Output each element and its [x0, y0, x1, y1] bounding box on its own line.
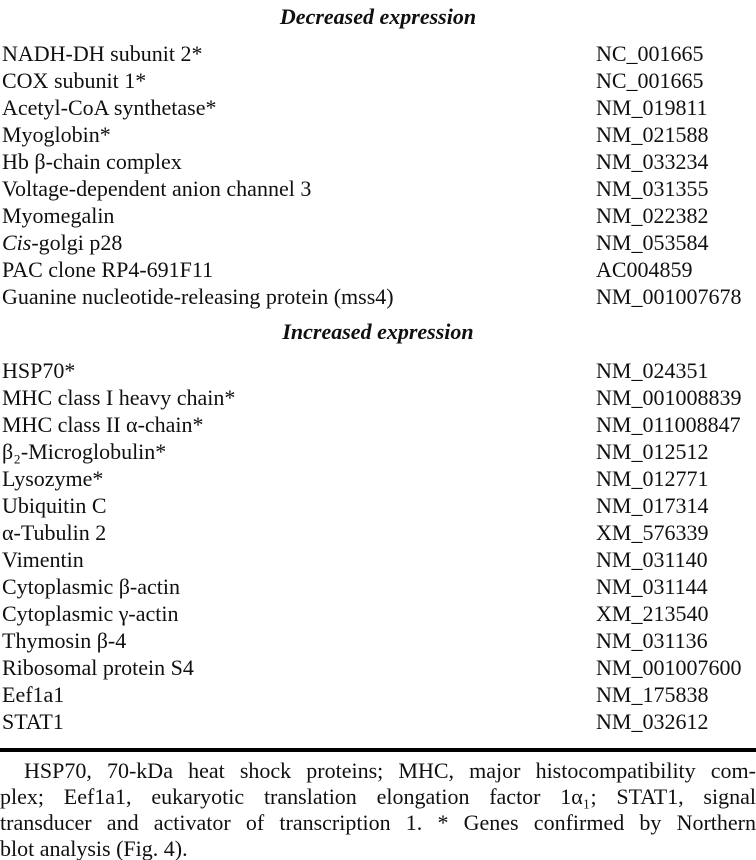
table-row — [0, 384, 756, 411]
accession-number: NC_001665 — [596, 41, 704, 66]
table-row — [0, 573, 756, 600]
accession-number: NC_001665 — [596, 68, 704, 93]
table-row — [0, 357, 756, 384]
gene-name: α-Tubulin 2 — [2, 520, 107, 545]
gene-name: Myoglobin* — [2, 122, 111, 147]
accession-number: NM_019811 — [596, 95, 708, 120]
table-row — [0, 121, 756, 148]
accession-number: NM_001008839 — [596, 385, 742, 410]
gene-name: Hb β-chain complex — [2, 149, 182, 174]
gene-name: Voltage-dependent anion channel 3 — [2, 176, 312, 201]
accession-number: NM_012771 — [596, 466, 709, 491]
accession-number: NM_011008847 — [596, 412, 741, 437]
accession-number: NM_033234 — [596, 149, 709, 174]
accession-number: AC004859 — [596, 257, 693, 282]
gene-name: Vimentin — [2, 547, 84, 572]
gene-name: β₂-Microglobulin* — [2, 439, 167, 464]
rows-decreased — [0, 40, 756, 310]
gene-name: NADH-DH subunit 2* — [2, 41, 203, 66]
footnote-divider — [0, 748, 756, 752]
table-row — [0, 627, 756, 654]
gene-name: Ribosomal protein S4 — [2, 655, 194, 680]
accession-number: XM_213540 — [596, 601, 709, 626]
accession-number: NM_024351 — [596, 358, 709, 383]
gene-name: MHC class II α-chain* — [2, 412, 204, 437]
gene-name: STAT1 — [2, 709, 64, 734]
section-header-decreased: Decreased expression — [279, 4, 477, 29]
gene-name: Cytoplasmic γ-actin — [2, 601, 179, 626]
gene-name: Eef1a1 — [2, 682, 65, 707]
footnote-line: HSP70, 70-kDa heat shock proteins; MHC, major histocompatibility com- — [24, 758, 756, 783]
table-row — [0, 519, 756, 546]
table-row — [0, 654, 756, 681]
gene-name: Cytoplasmic β-actin — [2, 574, 180, 599]
table-row — [0, 283, 756, 310]
footnote — [0, 758, 756, 860]
table-row — [0, 411, 756, 438]
accession-number: NM_031136 — [596, 628, 708, 653]
accession-number: NM_001007678 — [596, 284, 742, 309]
accession-number: NM_032612 — [596, 709, 709, 734]
table-row — [0, 229, 756, 256]
gene-name: Guanine nucleotide-releasing protein (mss4) — [2, 284, 394, 309]
table-row — [0, 94, 756, 121]
table-row — [0, 465, 756, 492]
footnote-line: plex; Eef1a1, eukaryotic translation elongation factor 1α₁; STAT1, signal — [0, 784, 756, 809]
accession-number: NM_001007600 — [596, 655, 742, 680]
footnote-line: blot analysis (Fig. 4). — [0, 836, 188, 860]
gene-name: HSP70* — [2, 358, 76, 383]
gene-name: Acetyl-CoA synthetase* — [2, 95, 217, 120]
accession-number: NM_175838 — [596, 682, 709, 707]
table-row — [0, 438, 756, 465]
gene-name: Myomegalin — [2, 203, 115, 228]
section-header-increased: Increased expression — [282, 319, 474, 344]
table-row — [0, 40, 756, 67]
table-row — [0, 175, 756, 202]
table-row — [0, 202, 756, 229]
table-row — [0, 256, 756, 283]
accession-number: NM_031144 — [596, 574, 708, 599]
table-row — [0, 148, 756, 175]
accession-number: NM_053584 — [596, 230, 709, 255]
gene-name: Lysozyme* — [2, 466, 104, 491]
gene-name: Cis-golgi p28 — [2, 230, 123, 255]
accession-number: NM_022382 — [596, 203, 709, 228]
table-row — [0, 492, 756, 519]
accession-number: NM_012512 — [596, 439, 709, 464]
gene-name: Ubiquitin C — [2, 493, 107, 518]
accession-number: XM_576339 — [596, 520, 709, 545]
accession-number: NM_031355 — [596, 176, 709, 201]
table-row — [0, 67, 756, 94]
gene-name: PAC clone RP4-691F11 — [2, 257, 214, 282]
gene-name: Thymosin β-4 — [2, 628, 127, 653]
gene-name: MHC class I heavy chain* — [2, 385, 236, 410]
gene-name: COX subunit 1* — [2, 68, 147, 93]
table-row — [0, 681, 756, 708]
table-row — [0, 708, 756, 735]
accession-number: NM_017314 — [596, 493, 709, 518]
table-row — [0, 546, 756, 573]
rows-increased — [0, 357, 756, 735]
footnote-line: transducer and activator of transcription 1. * Genes confirmed by Northern — [0, 810, 756, 835]
table-row — [0, 600, 756, 627]
accession-number: NM_031140 — [596, 547, 708, 572]
accession-number: NM_021588 — [596, 122, 709, 147]
